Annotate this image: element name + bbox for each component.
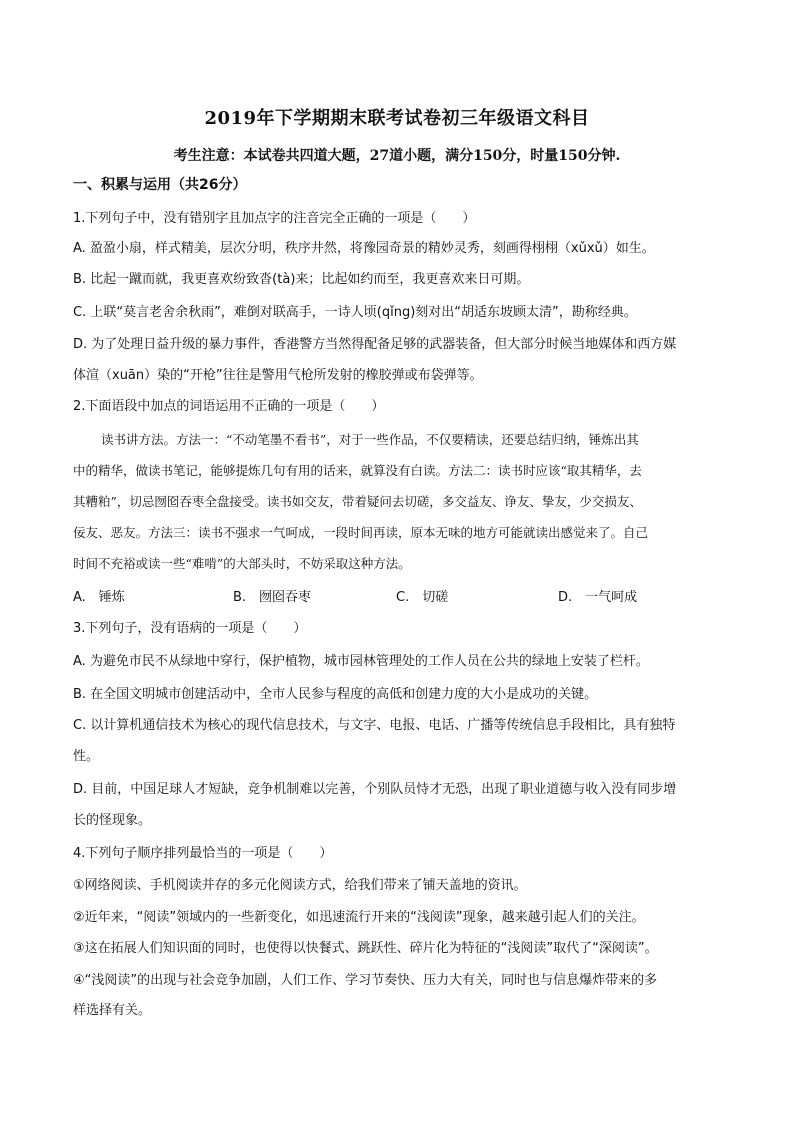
q2-passage-line: 佞友、恶友。方法三：读书不强求一气呵成，一段时间再读，原本无味的地方可能就读出感觉来了。自己 [73, 525, 649, 540]
q3-option-b: B. 在全国文明城市创建活动中，全市人民参与程度的高低和创建力度的大小是成功的关键。 [73, 687, 598, 702]
q1-option-d-line2: 体渲（xuān）染的“开枪”往往是警用气枪所发射的橡胶弹或布袋弹等。 [73, 368, 483, 383]
q2-option-b: B. 囫囵吞枣 [233, 590, 312, 605]
q3-option-d-line2: 长的怪现象。 [73, 813, 152, 828]
exam-title: 2019年下学期期末联考试卷初三年级语文科目 [204, 108, 590, 129]
q4-sentence-1: ①网络阅读、手机阅读并存的多元化阅读方式，给我们带来了铺天盖地的资讯。 [73, 878, 527, 893]
q1-option-b: B. 比起一蹴而就，我更喜欢纷致沓(tà)来；比起如约而至，我更喜欢来日可期。 [73, 272, 530, 287]
q3-option-c-line2: 性。 [73, 749, 100, 764]
q2-option-d: D. 一气呵成 [558, 590, 638, 605]
q1-stem: 1.下列句子中，没有错别字且加点字的注音完全正确的一项是（ ） [73, 211, 476, 226]
q2-option-a: A. 锤炼 [73, 590, 125, 605]
q4-sentence-4-line1: ④“浅阅读”的出现与社会竞争加剧，人们工作、学习节奏快、压力大有关，同时也与信息爆炸带来的多 [73, 973, 658, 988]
q4-stem: 4.下列句子顺序排列最恰当的一项是（ ） [73, 846, 333, 861]
q2-passage-line: 中的精华，做读书笔记，能够提炼几句有用的话来，就算没有白读。方法二：读书时应该“取其精华，去 [73, 463, 642, 478]
q2-option-c: C. 切磋 [396, 590, 449, 605]
q3-option-c-line1: C. 以计算机通信技术为核心的现代信息技术，与文字、电报、电话、广播等传统信息手段相比，具有独特 [73, 718, 676, 733]
q3-option-a: A. 为避免市民不从绿地中穿行，保护植物，城市园林管理处的工作人员在公共的绿地上安装了栏杆。 [73, 654, 649, 669]
q2-stem: 2.下面语段中加点的词语运用不正确的一项是（ ） [73, 399, 385, 414]
q1-option-d-line1: D. 为了处理日益升级的暴力事件，香港警方当然得配备足够的武器装备，但大部分时候当地媒体和西方媒 [73, 337, 677, 352]
q3-stem: 3.下列句子，没有语病的一项是（ ） [73, 621, 307, 636]
q4-sentence-2: ②近年来，“阅读”领域内的一些新变化，如迅速流行开来的“浅阅读”现象，越来越引起人们的关注。 [73, 910, 645, 925]
section-heading: 一、积累与运用（共26分） [73, 177, 247, 193]
q4-sentence-4-line2: 样选择有关。 [73, 1003, 152, 1018]
q2-passage-line: 时间不充裕或读一些“难啃”的大部头时，不妨采取这种方法。 [73, 556, 411, 571]
q2-passage-line: 其糟粕”，切忌囫囵吞枣全盘接受。读书如交友，带着疑问去切磋，多交益友、诤友、挚友，少交损友、 [73, 494, 642, 509]
q2-passage-line: 读书讲方法。方法一：“不动笔墨不看书”，对于一些作品，不仅要精读，还要总结归纳，锤炼出其 [101, 432, 639, 447]
q3-option-d-line1: D. 目前，中国足球人才短缺，竞争机制难以完善，个别队员恃才无恐，出现了职业道德与收入没有同步增 [73, 782, 677, 797]
q4-sentence-3: ③这在拓展人们知识面的同时，也使得以快餐式、跳跃性、碎片化为特征的“浅阅读”取代了“深阅读”。 [73, 941, 658, 956]
exam-notice: 考生注意：本试卷共四道大题，27道小题，满分150分，时量150分钟. [173, 148, 621, 164]
q1-option-a: A. 盈盈小扇，样式精美，层次分明，秩序井然，将豫园奇景的精妙灵秀，刻画得栩栩（xǔxǔ）如生。 [73, 241, 655, 256]
q1-option-c: C. 上联“莫言老舍余秋雨”，难倒对联高手，一诗人顷(qǐng)刻对出“胡适东坡顾太清”，勘称经典。 [73, 305, 637, 320]
